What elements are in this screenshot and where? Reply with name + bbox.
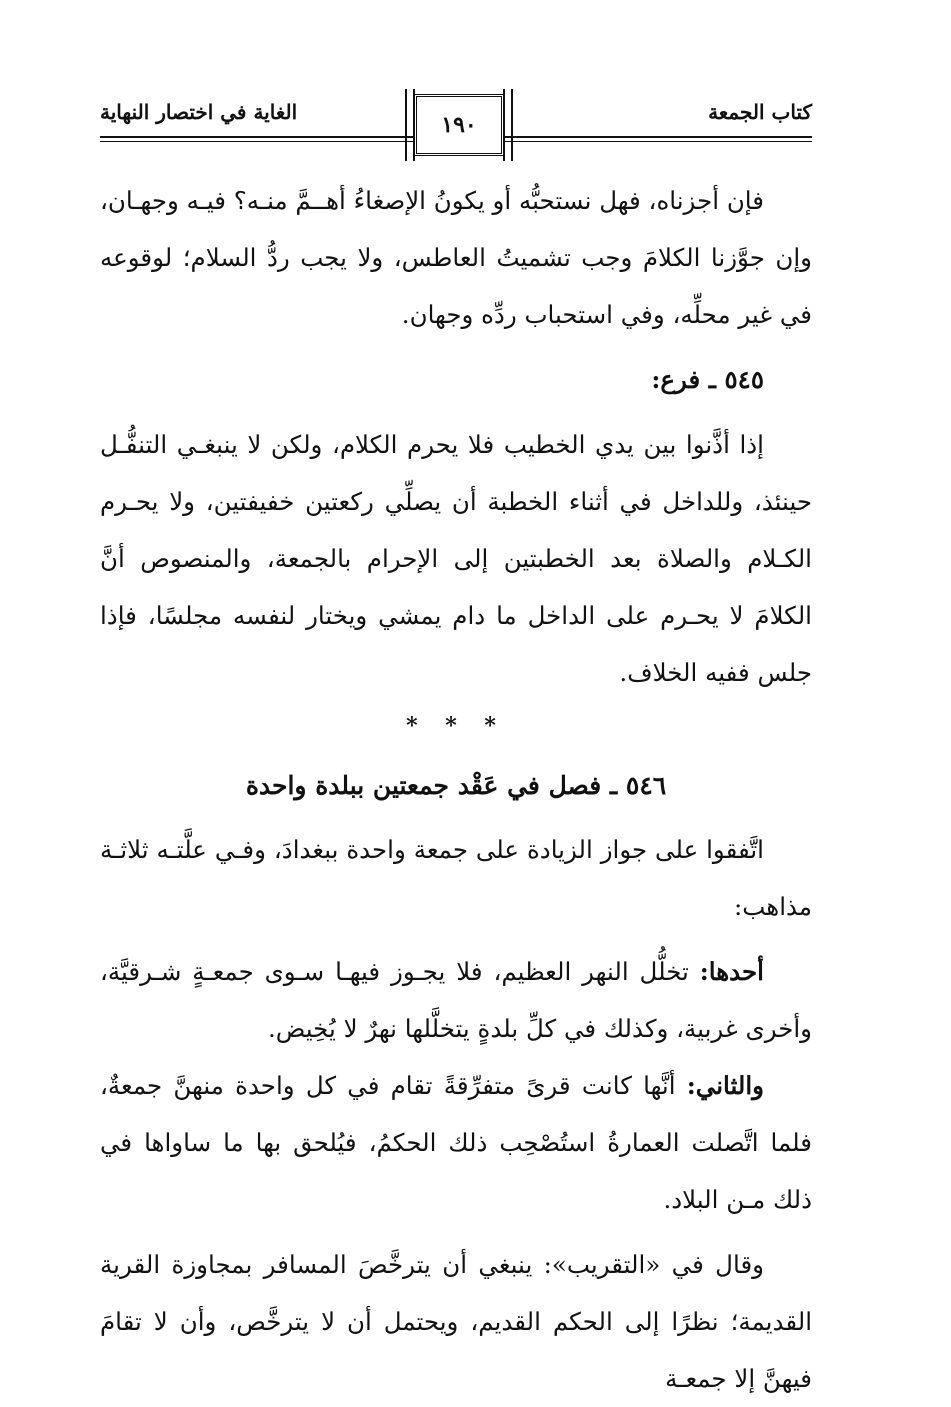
- section-title-546: ٥٤٦ ـ فصل في عَقْد جمعتين ببلدة واحدة: [245, 771, 667, 800]
- paragraph-4: [100, 943, 812, 1057]
- page-number: ١٩٠: [441, 112, 477, 138]
- paragraph-5-lead: والثاني:: [686, 1071, 764, 1100]
- paragraph-6: وقال في «التقريب»: ينبغي أن يترخَّصَ المسافر بمجاوزة القرية القديمة؛ نظرًا إلى الحكم القديم، ويحتمل أن لا يترخَّص، وأن لا تقامَ فيهنَّ إلا جمعـة: [100, 1250, 812, 1393]
- paragraph-3: اتَّفقوا على جواز الزيادة على جمعة واحدة ببغدادَ، وفـي علَّتـه ثلاثـة مذاهب:: [100, 835, 812, 921]
- heading-545: ٥٤٥ ـ فرع:: [651, 365, 764, 394]
- paragraph-1: فإن أجزناه، فهل نستحبُّه أو يكونُ الإصغاءُ أهــمَّ منـه؟ فيـه وجهـان، وإن جوَّزنا الكلامَ وجب تشميتُ العاطس، ولا يجب ردُّ السلام؛ لوقوعه في غير محلِّه، وفي استحباب ردِّه وجهان.: [100, 186, 812, 329]
- page-number-frame: [414, 94, 504, 156]
- paragraph-5-text: أنَّها كانت قرىً متفرِّقةً تقام في كل واحدة منهنَّ جمعةٌ، فلما اتَّصلت العمارةُ استُصْحِب ذلك الحكمُ، فيُلحق بها ما ساواها في ذلك مـن البلاد.: [100, 1071, 812, 1214]
- paragraph-4-text: تخلُّل النهر العظيم، فلا يجـوز فيهـا سـوى جمعـةٍ شـرقيَّة، وأخرى غربية، وكذلك في كلِّ بلدةٍ يتخلَّلها نهرٌ لا يُخِيض.: [100, 957, 812, 1043]
- paragraph-5: [100, 1057, 812, 1228]
- section-separator: * * *: [406, 713, 506, 739]
- work-title: الغاية في اختصار النهاية: [100, 100, 298, 124]
- paragraph-4-lead: أحدها:: [699, 957, 764, 986]
- paragraph-2: إذا أذَّنوا بين يدي الخطيب فلا يحرم الكلام، ولكن لا ينبغـي التنفُّـل حينئذ، وللداخل في أثناء الخطبة أن يصلِّي ركعتين خفيفتين، ولا يحـرم الكـلام والصلاة بعد الخطبتين إلى الإحرام بالجمعة، والمنصوص أنَّ الكلامَ لا يحـرم على الداخل ما دام يمشي ويختار لنفسه مجلسًا، فإذا جلس ففيه الخلاف.: [100, 430, 812, 687]
- running-header: [100, 88, 812, 168]
- book-title: كتاب الجمعة: [708, 100, 812, 124]
- page-body: [100, 172, 812, 1407]
